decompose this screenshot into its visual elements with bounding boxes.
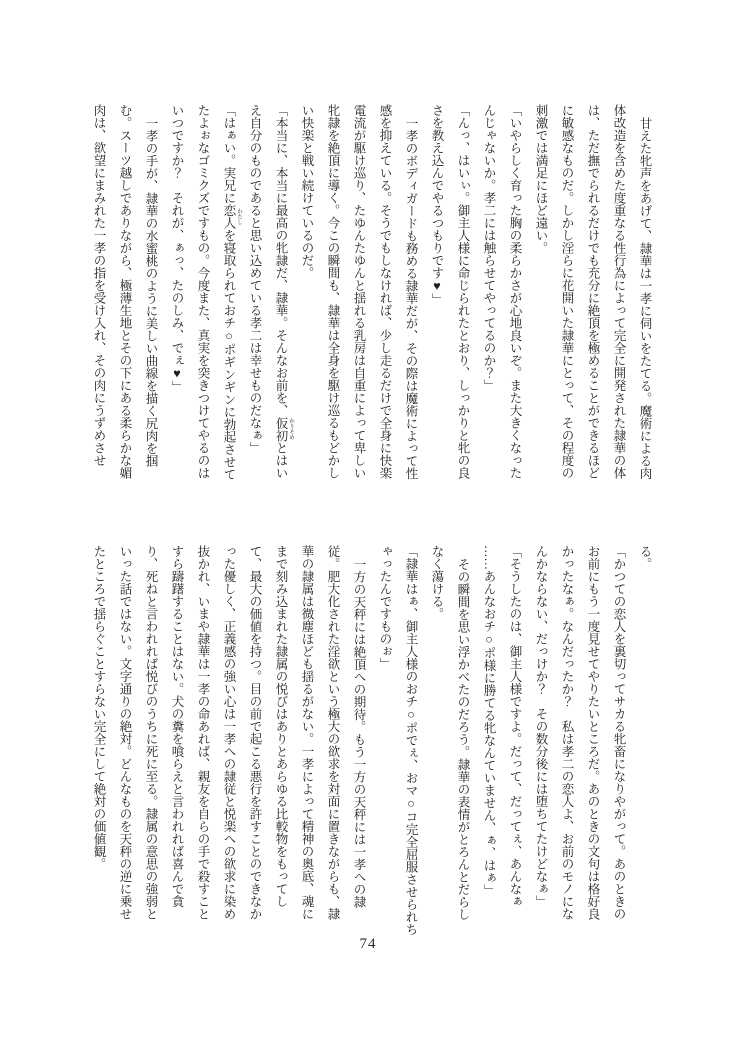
text-line: て、最大の価値を持つ。目の前で起こる悪行を許すことのできなか (248, 545, 262, 920)
text-line: 「んっ、はいぃ。御主人様に命じられたとおり、しっかりと牝の良 (456, 104, 470, 479)
text-line: 「そうしたのは、御主人様ですよ。だって、だってぇ、あんなぁ (508, 545, 522, 908)
text-line: ……あんなおチ○ポ様に勝てる牝なんていません、ぁ、はぁ」 (482, 545, 496, 897)
text-line: い快楽と戦い続けているのだ。 (300, 104, 314, 279)
upper-text-block (86, 104, 658, 482)
text-line: さを教え込んでやるつもりです♥」 (430, 104, 444, 306)
text-line: 「かつての恋人を裏切ってサカる牝畜になりやがって。あのときの (612, 545, 626, 920)
text-line: は、ただ撫でられるだけでも充分に絶頂を極めることができるほど (586, 104, 600, 479)
text-line: 「隷華はぁ、御主人様のおチ○ポでぇ、おマ○コ完全屈服させられち (404, 545, 418, 936)
text-line: 従。肥大化された淫欲という極大の欲求を対面に置きながらも、隷 (326, 545, 340, 920)
text-line: その瞬間を思い浮かべたのだろう。隷華の表情がとろんとだらし (456, 557, 470, 920)
text-line: に敏感なものだ。しかし淫らに花開いた隷華にとって、その程度の (560, 104, 574, 479)
text-line: 牝隷を絶頂に導く。今この瞬間も、隷華は全身を駆け巡るもどかし (326, 104, 340, 479)
text-line: む。スーツ越しでありながら、極薄生地とその下にある柔らかな媚 (118, 104, 132, 479)
text-line: たところで揺らぐことすらない完全にして絶対の価値観。 (92, 545, 106, 870)
text-line: 体改造を含めた度重なる性行為によって完全に開発された隷華の体 (612, 104, 626, 479)
text-line: 刺激では満足にほど遠い。 (534, 104, 548, 254)
text-line: 「はぁい。実兄に恋人 わたしを寝取られておチ○ポギンギンに勃起させて (222, 104, 242, 481)
text-line: った優しく、正義感の強い心は一孝への隷従と悦楽への欲求に染め (222, 545, 236, 920)
text-line: り、死ねと言われれば悦びのうちに死に至る。隷属の意思の強弱と (144, 545, 158, 920)
text-line: 一孝のボディガードも務める隷華だが、その際は魔術によって性 (404, 116, 418, 479)
text-line: ゃったんですものぉ」 (378, 545, 392, 670)
text-line: 一方の天秤には絶頂への期待。もう一方の天秤には一孝への隷 (352, 557, 366, 908)
text-line: 「いやらしく育った胸の柔らかさが心地良いぞ。また大きくなった (508, 104, 522, 479)
text-line: すら躊躇することはない。犬の糞を喰らえと言われれば喜んで貪 (170, 545, 184, 908)
text-line: んじゃないか。孝二には触らせてやってるのか？」 (482, 104, 496, 392)
text-line: 抜かれ、いまや隷華は一孝の命あれば、親友を自らの手で殺すこと (196, 545, 210, 920)
text-line: る。 (638, 545, 652, 570)
page-number: 74 (359, 936, 377, 952)
ruby-annotation: 仮初 かりそめ (274, 416, 294, 442)
text-line: んかならない、だっけか？ その数分後には堕ちてたけどなぁ」 (534, 545, 548, 908)
text-line: 電流が駆け巡り、たゆんたゆんと揺れる乳房は自重によって卑しい (352, 104, 366, 479)
text-line: まで刻み込まれた隷属の悦びはありとあらゆる比較物をもってし (274, 545, 288, 908)
text-line: え自分のものであると思い込めている孝二は幸せものだなぁ」 (248, 104, 262, 454)
ruby-annotation: 恋人 わたし (222, 204, 242, 229)
text-line: 一孝の手が、隷華の水蜜桃のように美しい曲線を描く尻肉を掴 (144, 116, 158, 467)
text-line: たよぉなゴミクズですもの。今度また、真実を突きつけてやるのは (196, 104, 210, 479)
text-line: かったなぁ。なんだったか？ 私は孝二の恋人よ、お前のモノにな (560, 545, 574, 920)
text-line: 華の隷属は微塵ほども揺るがない。一孝によって精神の奥底、魂に (300, 545, 314, 920)
text-line: お前にもう一度見せてやりたいところだ。あのときの文句は格好良 (586, 545, 600, 920)
text-line: なく蕩ける。 (430, 545, 444, 620)
text-line: 甘えた牝声をあげて、隷華は一孝に伺いをたてる。魔術による肉 (638, 116, 652, 479)
text-line: 「本当に、本当に最高の牝隷だ、隷華。そんなお前を、仮初 かりそめとはい (274, 104, 294, 479)
text-line: いつですか？ それが、ぁっ、たのしみ、でぇ♥」 (170, 104, 184, 393)
lower-text-block (86, 545, 658, 936)
text-line: いった話ではない。文字通りの絶対。どんなものを天秤の逆に乗せ (118, 545, 132, 920)
text-line: 肉は、欲望にまみれた一孝の指を受け入れ、その肉にうずめさせ (92, 104, 106, 467)
text-line: 感を抑えている。そうでもしなければ、少し走るだけで全身に快楽 (378, 104, 392, 479)
